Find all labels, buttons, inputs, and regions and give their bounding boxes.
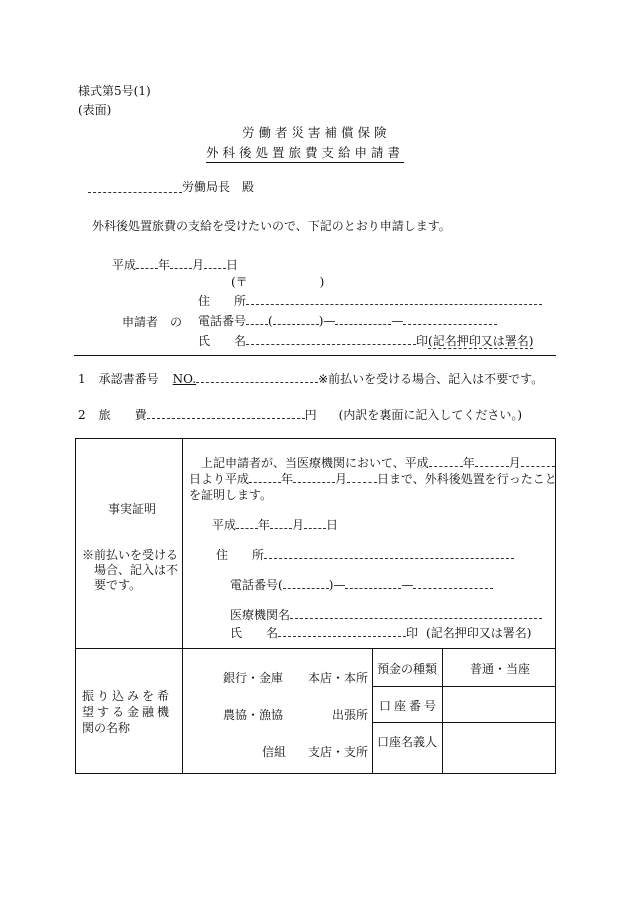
cert-to-year[interactable] <box>249 470 281 483</box>
cert-text2-end: 日まで、外科後処置を行ったこと <box>377 472 557 486</box>
item2-row <box>78 406 522 423</box>
branch-type-1[interactable]: 本店・本所 <box>308 671 369 685</box>
travel-expense-field[interactable] <box>147 406 305 419</box>
bank-grid-v2 <box>442 648 443 774</box>
date-day-blank[interactable] <box>204 256 226 269</box>
deposit-type-value[interactable]: 普通・当座 <box>470 662 531 676</box>
cert-to-month[interactable] <box>293 470 335 483</box>
addressee-suffix: 労働局長 殿 <box>182 180 255 194</box>
cert-side-note-3: 要です。 <box>94 578 142 592</box>
cert-box-top <box>75 438 556 439</box>
applicant-phone-dash2: — <box>391 314 404 328</box>
item2-number: 2 <box>78 408 86 422</box>
item1-number: 1 <box>78 372 86 386</box>
applicant-phone-mid[interactable] <box>335 312 391 325</box>
cert-side-note-2: 場合、記入は不 <box>94 563 179 577</box>
account-number-field[interactable] <box>446 690 552 718</box>
cert-name-row <box>230 624 531 641</box>
cert-phone-row <box>230 576 493 593</box>
addressee-blank[interactable] <box>88 179 182 193</box>
applicant-phone-dash1: — <box>323 314 336 328</box>
bank-grid-v1 <box>372 648 373 774</box>
item1-note: ※前払いを受ける場合、記入は不要です。 <box>318 372 544 386</box>
branch-type-2[interactable]: 出張所 <box>332 708 369 722</box>
cert-date-day-blank[interactable] <box>304 516 326 529</box>
cert-institution-field[interactable] <box>290 606 542 619</box>
cert-seal-note: (記名押印又は署名) <box>426 626 532 640</box>
applicant-phone-end[interactable] <box>403 312 497 325</box>
cert-institution-label: 医療機関名 <box>230 608 291 622</box>
applicant-address-label: 住 所 <box>198 294 247 308</box>
bank-grid-h2 <box>372 722 556 723</box>
cert-name-field[interactable] <box>278 624 406 637</box>
cert-address-label: 住 所 <box>216 548 265 562</box>
date-day-label: 日 <box>226 258 239 272</box>
cert-from-day[interactable] <box>521 454 555 467</box>
applicant-phone-paren-close: ) <box>318 314 324 328</box>
item1-row <box>78 370 543 387</box>
cert-phone-area[interactable] <box>283 576 329 589</box>
cert-date-day: 日 <box>326 518 339 532</box>
addressee <box>88 178 254 195</box>
applicant-phone-label: 電話番号 <box>198 314 247 328</box>
applicant-phone-pre[interactable] <box>246 312 268 325</box>
cert-text-line1 <box>201 454 555 471</box>
cert-phone-dash2: — <box>401 578 414 592</box>
applicant-phone-area[interactable] <box>273 312 319 325</box>
bank-type-1[interactable]: 銀行・金庫 <box>223 671 284 685</box>
cert-text2-month: 月 <box>335 472 348 486</box>
box-split <box>182 438 183 774</box>
cert-from-month[interactable] <box>475 454 509 467</box>
item2-unit: 円 <box>304 408 317 422</box>
cert-phone-paren-close: ) <box>328 578 334 592</box>
cert-name-label: 氏 名 <box>230 626 279 640</box>
bank-grid-h1 <box>372 686 556 687</box>
cert-date-month: 月 <box>292 518 305 532</box>
applicant-seal: 印 <box>416 334 429 348</box>
cert-from-year[interactable] <box>429 454 463 467</box>
branch-type-3[interactable]: 支店・支所 <box>308 745 369 759</box>
cert-date <box>212 516 338 533</box>
form-side-label: (表面) <box>78 103 112 117</box>
section-divider <box>74 355 556 356</box>
box-left <box>75 438 76 774</box>
account-holder-label: 口座名義人 <box>377 735 438 749</box>
applicant-postal[interactable]: (〒 ) <box>231 275 325 289</box>
approval-number-field[interactable] <box>196 370 318 383</box>
intro-text: 外科後処置旅費の支給を受けたいので、下記のとおり申請します。 <box>92 219 451 233</box>
bank-side-line3: 関の名称 <box>82 721 131 735</box>
cert-phone-end[interactable] <box>413 576 493 589</box>
bank-side-line1: 振り込みを希 <box>82 689 173 703</box>
applicant-seal-note: (記名押印又は署名) <box>428 334 534 348</box>
cert-text3: を証明します。 <box>189 488 273 502</box>
cert-address-row <box>216 546 514 563</box>
cert-to-day[interactable] <box>347 470 377 483</box>
cert-text1: 上記申請者が、当医療機関において、平成 <box>201 456 429 470</box>
cert-side-note-1: ※前払いを受ける <box>82 548 179 562</box>
cert-box-bottom <box>75 648 556 649</box>
cert-text1-month: 月 <box>508 456 521 470</box>
form-number: 様式第5号(1) <box>78 84 151 98</box>
applicant-label: 申請者 の <box>122 315 183 329</box>
cert-text2-year: 年 <box>281 472 294 486</box>
applicant-address-field[interactable] <box>246 292 542 305</box>
box-bottom <box>75 773 556 774</box>
application-date <box>112 256 238 273</box>
applicant-address-row <box>198 292 542 309</box>
cert-text2-day: 日より平成 <box>189 472 250 486</box>
date-month-blank[interactable] <box>170 256 192 269</box>
deposit-type-label: 預金の種類 <box>377 662 438 676</box>
cert-phone-label: 電話番号 <box>230 578 279 592</box>
title-insurance: 労働者災害補償保険 <box>242 125 391 140</box>
date-era: 平成 <box>112 258 137 272</box>
cert-side-title: 事実証明 <box>108 502 157 516</box>
cert-date-year-blank[interactable] <box>236 516 258 529</box>
cert-institution-row <box>230 606 542 623</box>
bank-type-2[interactable]: 農協・漁協 <box>223 708 284 722</box>
applicant-phone-row <box>198 312 497 329</box>
applicant-name-row <box>198 332 533 349</box>
date-month-label: 月 <box>192 258 205 272</box>
applicant-name-label: 氏 名 <box>198 334 247 348</box>
bank-type-3[interactable]: 信組 <box>262 745 287 759</box>
page-title: 外科後処置旅費支給申請書 <box>206 143 404 163</box>
box-right <box>555 438 556 774</box>
cert-phone-mid[interactable] <box>345 576 401 589</box>
item1-label: 承認書番号 <box>98 372 159 386</box>
item2-label: 旅 費 <box>98 408 147 422</box>
cert-date-era: 平成 <box>212 518 237 532</box>
date-year-blank[interactable] <box>136 256 158 269</box>
cert-phone-paren-open: ( <box>278 578 283 592</box>
cert-address-field[interactable] <box>264 546 514 559</box>
bank-side-line2: 望する金融機 <box>82 705 173 719</box>
item2-note: (内訳を裏面に記入してください。) <box>338 408 523 422</box>
cert-text1-year: 年 <box>462 456 475 470</box>
date-year-label: 年 <box>158 258 171 272</box>
cert-date-month-blank[interactable] <box>270 516 292 529</box>
item1-no-prefix: NO. <box>172 372 197 386</box>
cert-seal: 印 <box>406 626 419 640</box>
cert-text-line2 <box>189 470 557 487</box>
account-holder-field[interactable] <box>446 726 552 770</box>
applicant-phone-paren-open: ( <box>268 314 273 328</box>
applicant-name-field[interactable] <box>246 332 416 345</box>
account-number-label: 口座番号 <box>379 699 440 713</box>
cert-phone-dash1: — <box>333 578 346 592</box>
cert-date-year: 年 <box>258 518 271 532</box>
